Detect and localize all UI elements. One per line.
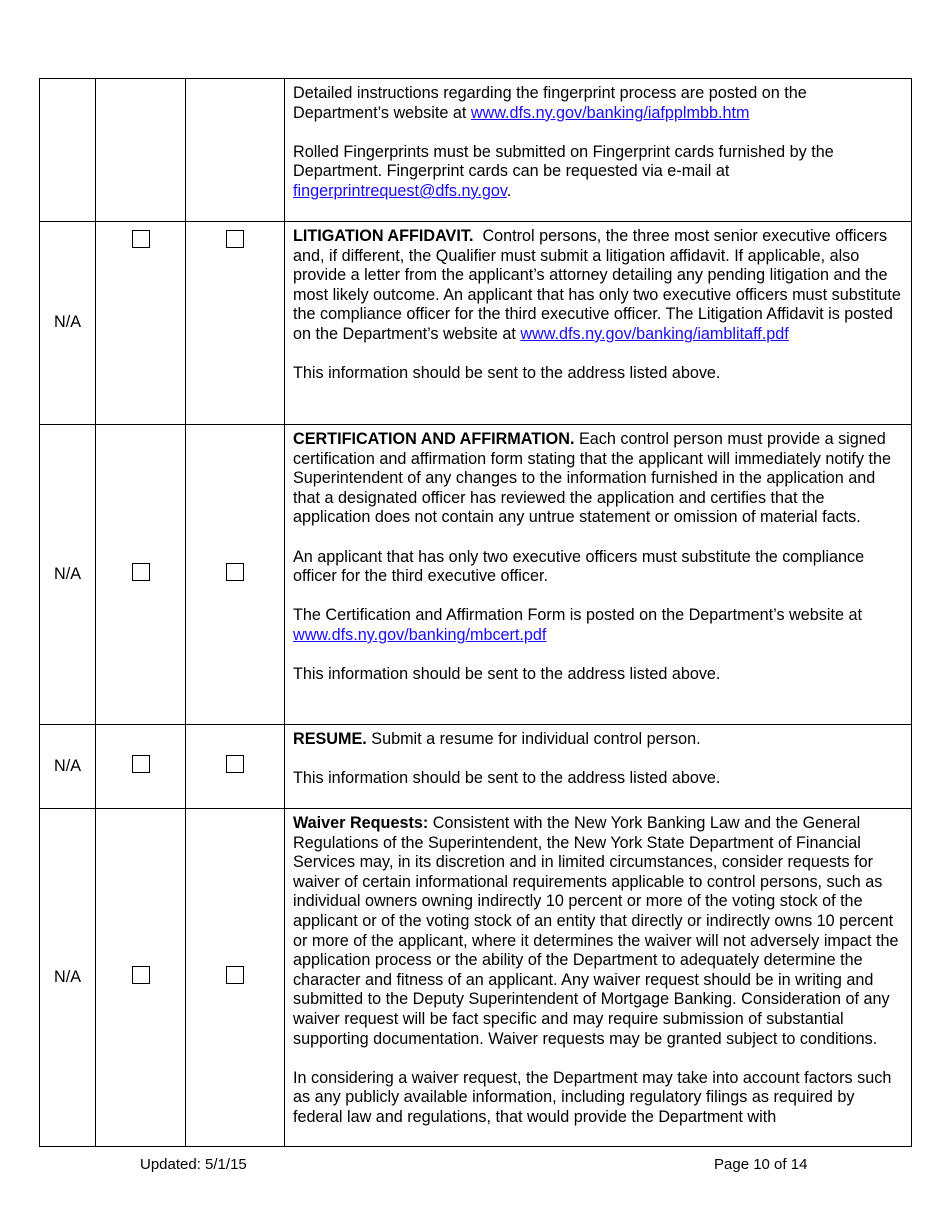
checkbox[interactable] bbox=[132, 563, 150, 581]
description-cell bbox=[285, 809, 912, 1147]
updated-date: Updated: 5/1/15 bbox=[140, 1156, 247, 1173]
paragraph bbox=[293, 430, 905, 528]
paragraph: This information should be sent to the address listed above. bbox=[293, 665, 721, 684]
na-cell bbox=[40, 79, 96, 222]
checkbox[interactable] bbox=[226, 230, 244, 248]
checkbox[interactable] bbox=[132, 755, 150, 773]
description-cell bbox=[285, 222, 912, 425]
checkbox-cell bbox=[96, 809, 186, 1147]
page-number: Page 10 of 14 bbox=[714, 1156, 808, 1173]
paragraph-text: Each control person must provide a signed certification and affirmation form stating that the applicant will immediately notify the Superintendent of any changes to the information furnished in the application and that a designated officer has reviewed the application and certifies that the application does not contain any untrue statement or omission of material facts. bbox=[293, 430, 892, 527]
litigation-affidavit-link[interactable]: www.dfs.ny.gov/banking/iamblitaff.pdf bbox=[520, 324, 789, 343]
section-heading: LITIGATION AFFIDAVIT. bbox=[293, 227, 474, 245]
section-heading: RESUME. bbox=[293, 730, 367, 748]
table-row bbox=[40, 79, 912, 222]
paragraph-text: . bbox=[506, 181, 512, 200]
paragraph: This information should be sent to the address listed above. bbox=[293, 364, 721, 383]
checkbox-cell-empty bbox=[96, 79, 186, 222]
checkbox-cell bbox=[186, 425, 285, 725]
checkbox-cell bbox=[186, 809, 285, 1147]
paragraph bbox=[293, 143, 905, 202]
checkbox[interactable] bbox=[226, 563, 244, 581]
requirements-table bbox=[39, 78, 912, 1147]
paragraph: This information should be sent to the address listed above. bbox=[293, 769, 721, 788]
section-heading: CERTIFICATION AND AFFIRMATION. bbox=[293, 430, 575, 448]
checkbox-cell bbox=[186, 222, 285, 425]
table-row bbox=[40, 725, 912, 809]
checkbox-cell bbox=[96, 425, 186, 725]
paragraph-text: The Certification and Affirmation Form is posted on the Department’s website at bbox=[293, 606, 862, 625]
table-row bbox=[40, 222, 912, 425]
na-cell: N/A bbox=[40, 809, 96, 1147]
na-cell: N/A bbox=[40, 222, 96, 425]
checkbox[interactable] bbox=[226, 966, 244, 984]
na-cell: N/A bbox=[40, 725, 96, 809]
paragraph bbox=[293, 84, 905, 123]
checkbox-cell bbox=[96, 725, 186, 809]
paragraph: In considering a waiver request, the Department may take into account factors such as any publicly available information, including regulatory filings as required by federal law and regulations, that would provide the Department with bbox=[293, 1068, 892, 1126]
fingerprint-instructions-link[interactable]: www.dfs.ny.gov/banking/iafpplmbb.htm bbox=[470, 103, 750, 122]
checkbox[interactable] bbox=[226, 755, 244, 773]
checkbox-cell-empty bbox=[186, 79, 285, 222]
section-heading: Waiver Requests: bbox=[293, 814, 429, 832]
paragraph: An applicant that has only two executive officers must substitute the compliance officer for the third executive officer. bbox=[293, 547, 865, 586]
paragraph-text: Detailed instructions regarding the fingerprint process are posted on the Department’s website at bbox=[293, 84, 807, 122]
paragraph-text: Consistent with the New York Banking Law and the General Regulations of the Superintendent, the New York State Department of Financial Services may, in its discretion and in limited circumstances, consider requests for waiver of certain informational requirements applicable to control persons, such as individual owners owning indirectly 10 percent or more of the voting stock of the applicant or of the voting stock of an entity that directly or indirectly owns 10 percent or more of the applicant, where it determines the waiver will not adversely impact the application process or the ability of the Department to adequately determine the character and fitness of an applicant. Any waiver request should be in writing and submitted to the Deputy Superintendent of Mortgage Banking. Consideration of any waiver request will be fact specific and may require submission of substantial supporting documentation. Waiver requests may be granted subject to conditions. bbox=[293, 814, 899, 1048]
checkbox-cell bbox=[96, 222, 186, 425]
description-cell bbox=[285, 725, 912, 809]
checkbox[interactable] bbox=[132, 230, 150, 248]
description-cell bbox=[285, 79, 912, 222]
table-row bbox=[40, 809, 912, 1147]
paragraph bbox=[293, 606, 905, 645]
fingerprint-email-link[interactable]: fingerprintrequest@dfs.ny.gov bbox=[293, 181, 507, 200]
paragraph bbox=[293, 814, 905, 1049]
paragraph bbox=[293, 730, 905, 750]
paragraph bbox=[293, 227, 905, 345]
description-cell bbox=[285, 425, 912, 725]
certification-form-link[interactable]: www.dfs.ny.gov/banking/mbcert.pdf bbox=[293, 625, 547, 644]
paragraph-text: Submit a resume for individual control person. bbox=[371, 730, 701, 748]
paragraph-text: Rolled Fingerprints must be submitted on Fingerprint cards furnished by the Department. Fingerprint cards can be requested via e-mail at bbox=[293, 142, 834, 181]
table-row bbox=[40, 425, 912, 725]
na-cell: N/A bbox=[40, 425, 96, 725]
paragraph-text: Control persons, the three most senior executive officers and, if different, the Qualifier must submit a litigation affidavit. If applicable, also provide a letter from the applicant’s attorney detailing any pending litigation and the most likely outcome. An applicant that has only two executive officers must substitute the compliance officer for the third executive officer. The Litigation Affidavit is posted on the Department’s website at bbox=[293, 227, 901, 343]
checkbox[interactable] bbox=[132, 966, 150, 984]
checkbox-cell bbox=[186, 725, 285, 809]
